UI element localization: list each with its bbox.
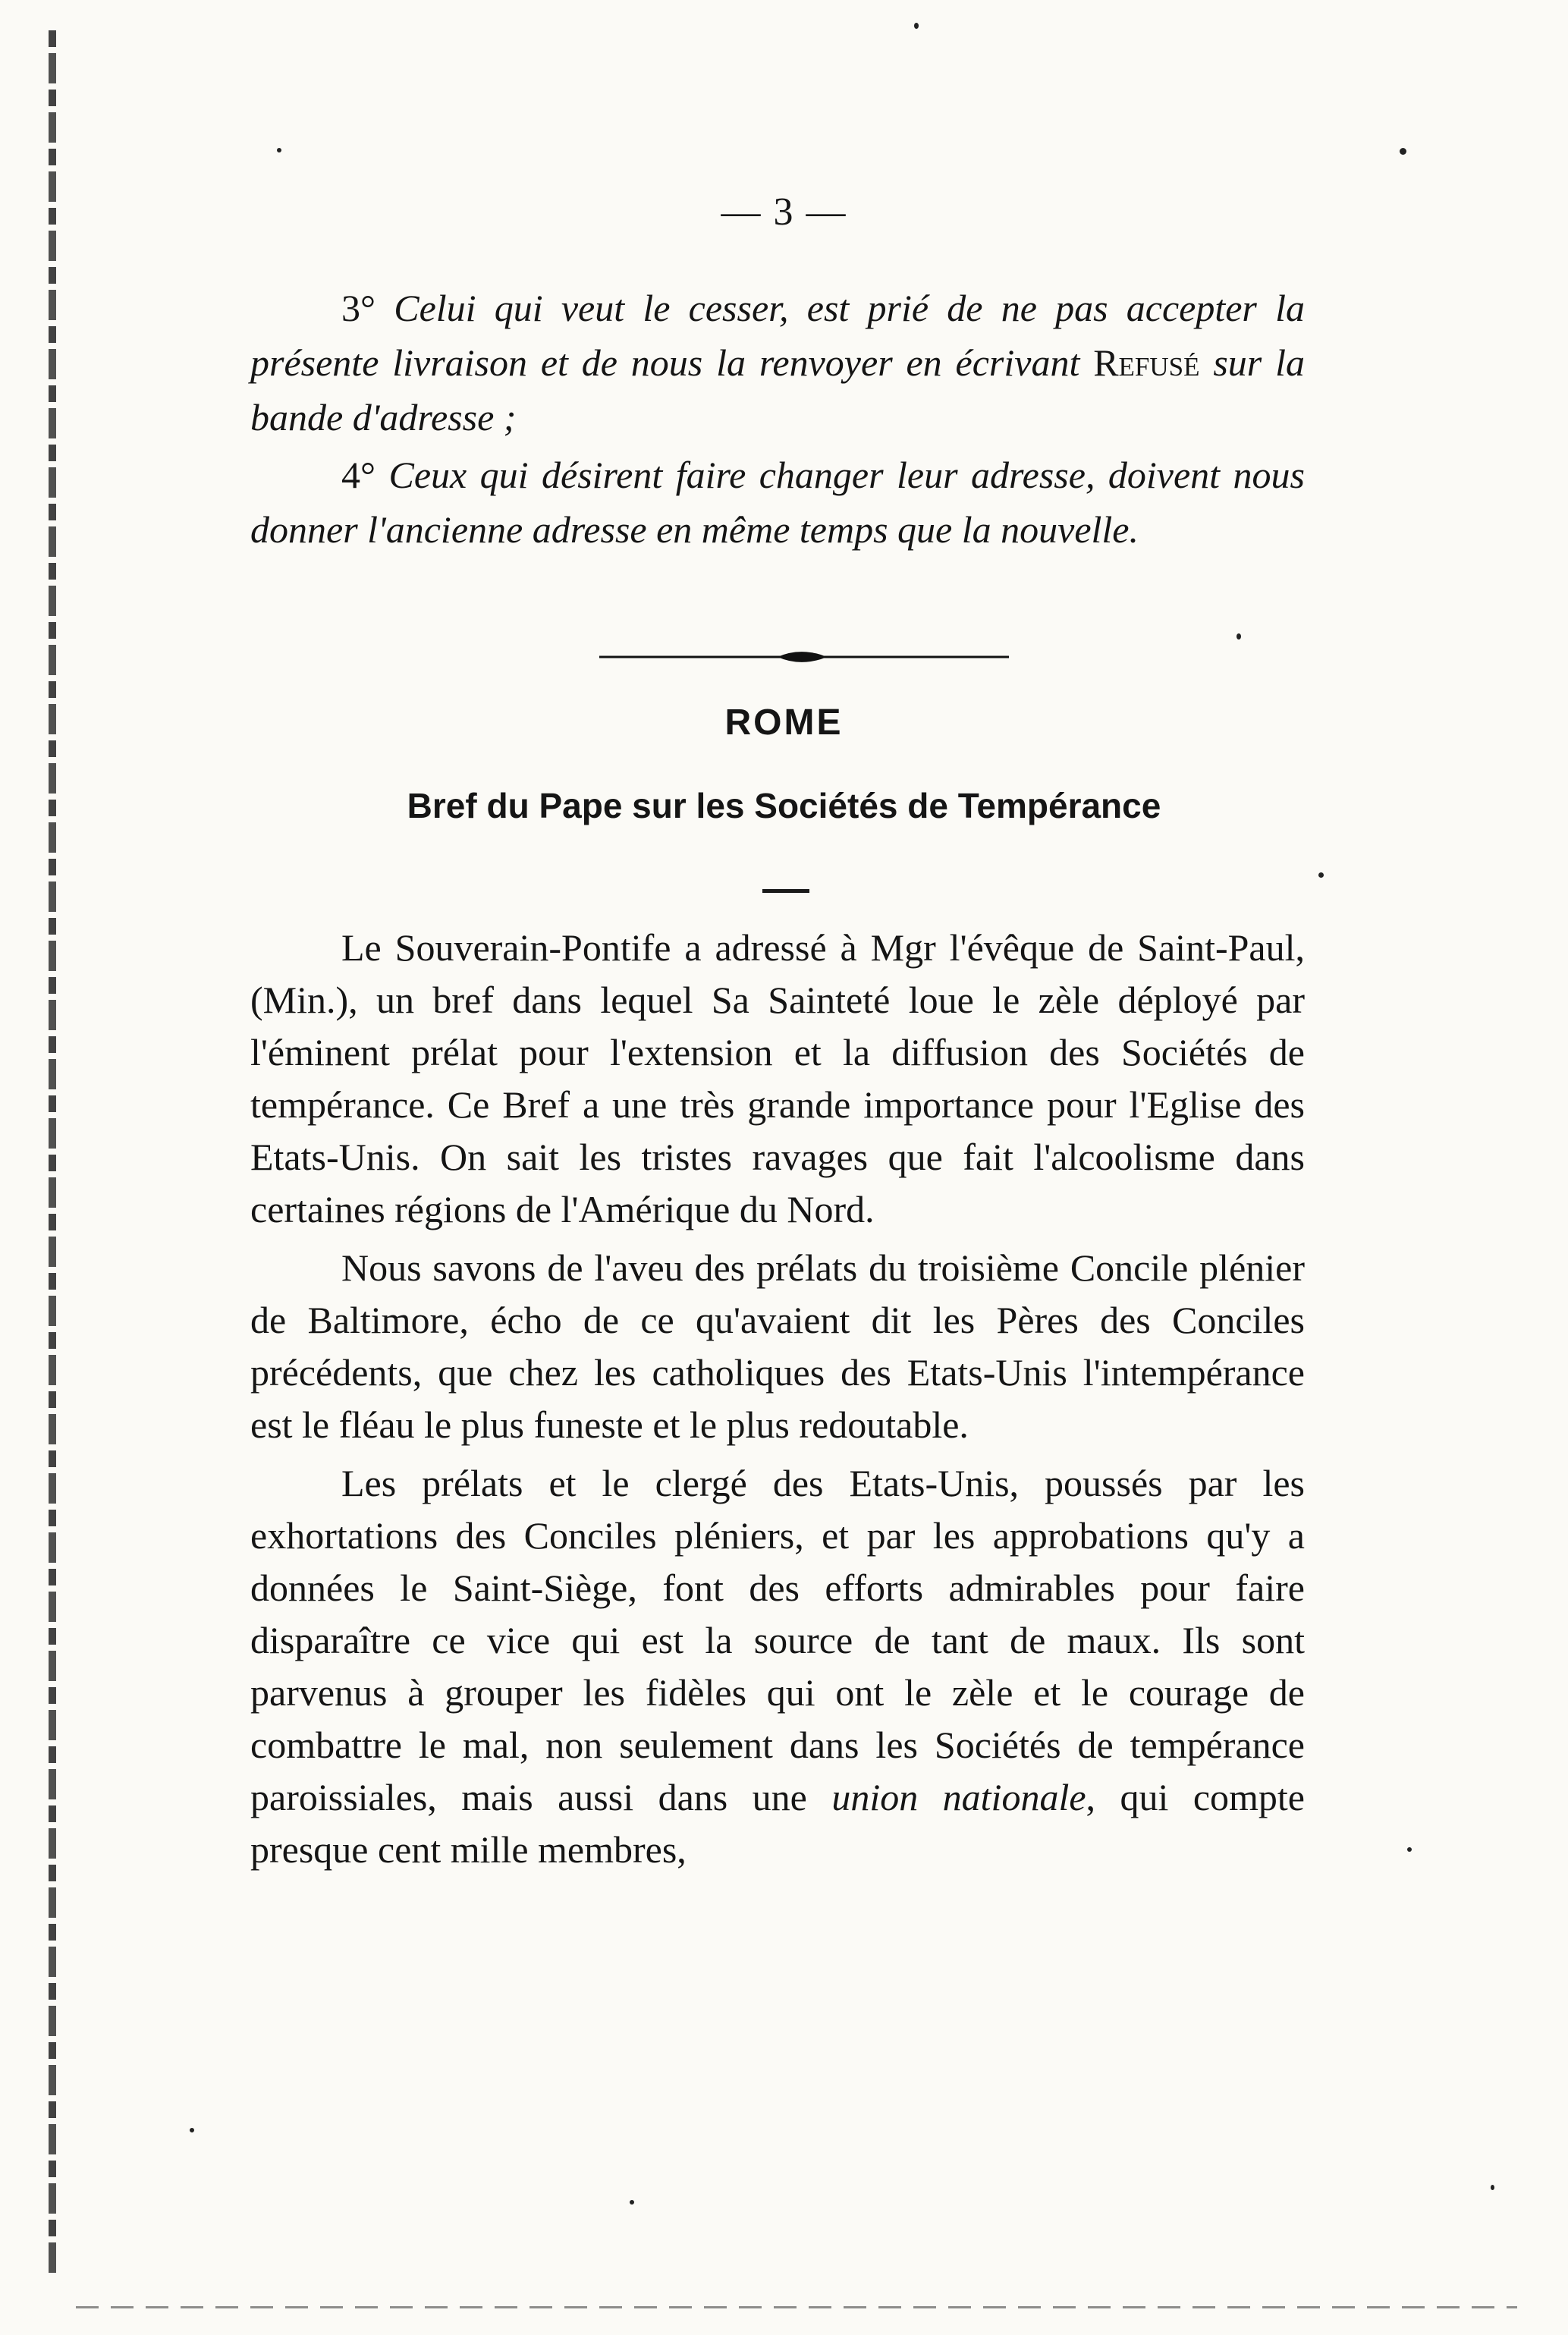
binding-edge <box>49 30 56 2276</box>
scan-speck <box>1407 1847 1412 1852</box>
refuse-word: Refusé <box>1093 341 1200 384</box>
notice-item-3 <box>250 281 1305 445</box>
article-heading: ROME <box>724 702 844 743</box>
notice-item-4 <box>250 448 1305 557</box>
body-paragraph-3 <box>250 1457 1305 1876</box>
article-subheading: Bref du Pape sur les Sociétés de Tempérance <box>407 786 1161 825</box>
body-paragraph-1: Le Souverain-Pontife a adressé à Mgr l'évêque de Saint-Paul, (Min.), un bref dans lequel Sa Sainteté loue le zèle déployé par l'éminent prélat pour l'extension et la diffusion des Sociétés de tempérance. Ce Bref a une très grande importance pour l'Eglise des Etats-Unis. On sait les tristes ravages que fait l'alcoolisme dans certaines régions de l'Amérique du Nord. <box>250 926 1305 1230</box>
notice-3-number: 3° <box>341 287 394 329</box>
scan-speck <box>1318 872 1324 878</box>
notice-3-text: Celui qui veut le cesser, est prié de ne pas accepter la présente livraison et de nous la renvoyer en écrivant <box>250 287 1305 384</box>
scan-speck <box>1491 2185 1494 2190</box>
notice-4-number: 4° <box>341 454 389 496</box>
scan-speck <box>630 2200 634 2205</box>
body-paragraph-3-end: , qui compte presque cent mille membres, <box>250 1776 1305 1871</box>
scan-speck <box>277 148 281 152</box>
article-body <box>250 922 1305 1882</box>
scan-speck <box>190 2128 194 2132</box>
bottom-edge-artifact <box>76 2306 1517 2308</box>
notice-4-text: Ceux qui désirent faire changer leur adresse, doivent nous donner l'ancienne adresse en même temps que la nouvelle. <box>250 454 1305 551</box>
section-rule <box>762 889 809 893</box>
ornamental-divider <box>599 646 1009 668</box>
page-number: — 3 — <box>721 190 847 234</box>
notice-3-text-end: sur la bande d'adresse ; <box>250 341 1305 438</box>
scan-speck <box>1400 148 1406 155</box>
body-paragraph-3-text: Les prélats et le clergé des Etats-Unis, poussés par les exhortations des Conciles pléniers, et par les approbations qu'y a données le Saint-Siège, font des efforts admirables pour faire disparaître ce vice qui est la source de tant de maux. Ils sont parvenus à grouper les fidèles qui ont le zèle et le courage de combattre le mal, non seulement dans les Sociétés de tempérance paroissiales, mais aussi dans une <box>250 1462 1305 1818</box>
union-nationale-emphasis: union nationale <box>831 1776 1086 1818</box>
body-paragraph-2: Nous savons de l'aveu des prélats du troisième Concile plénier de Baltimore, écho de ce qu'avaient dit les Pères des Conciles précédents, que chez les catholiques des Etats-Unis l'intempérance est le fléau le plus funeste et le plus redoutable. <box>250 1246 1305 1446</box>
scan-speck <box>1236 633 1241 640</box>
scan-speck <box>914 23 919 29</box>
